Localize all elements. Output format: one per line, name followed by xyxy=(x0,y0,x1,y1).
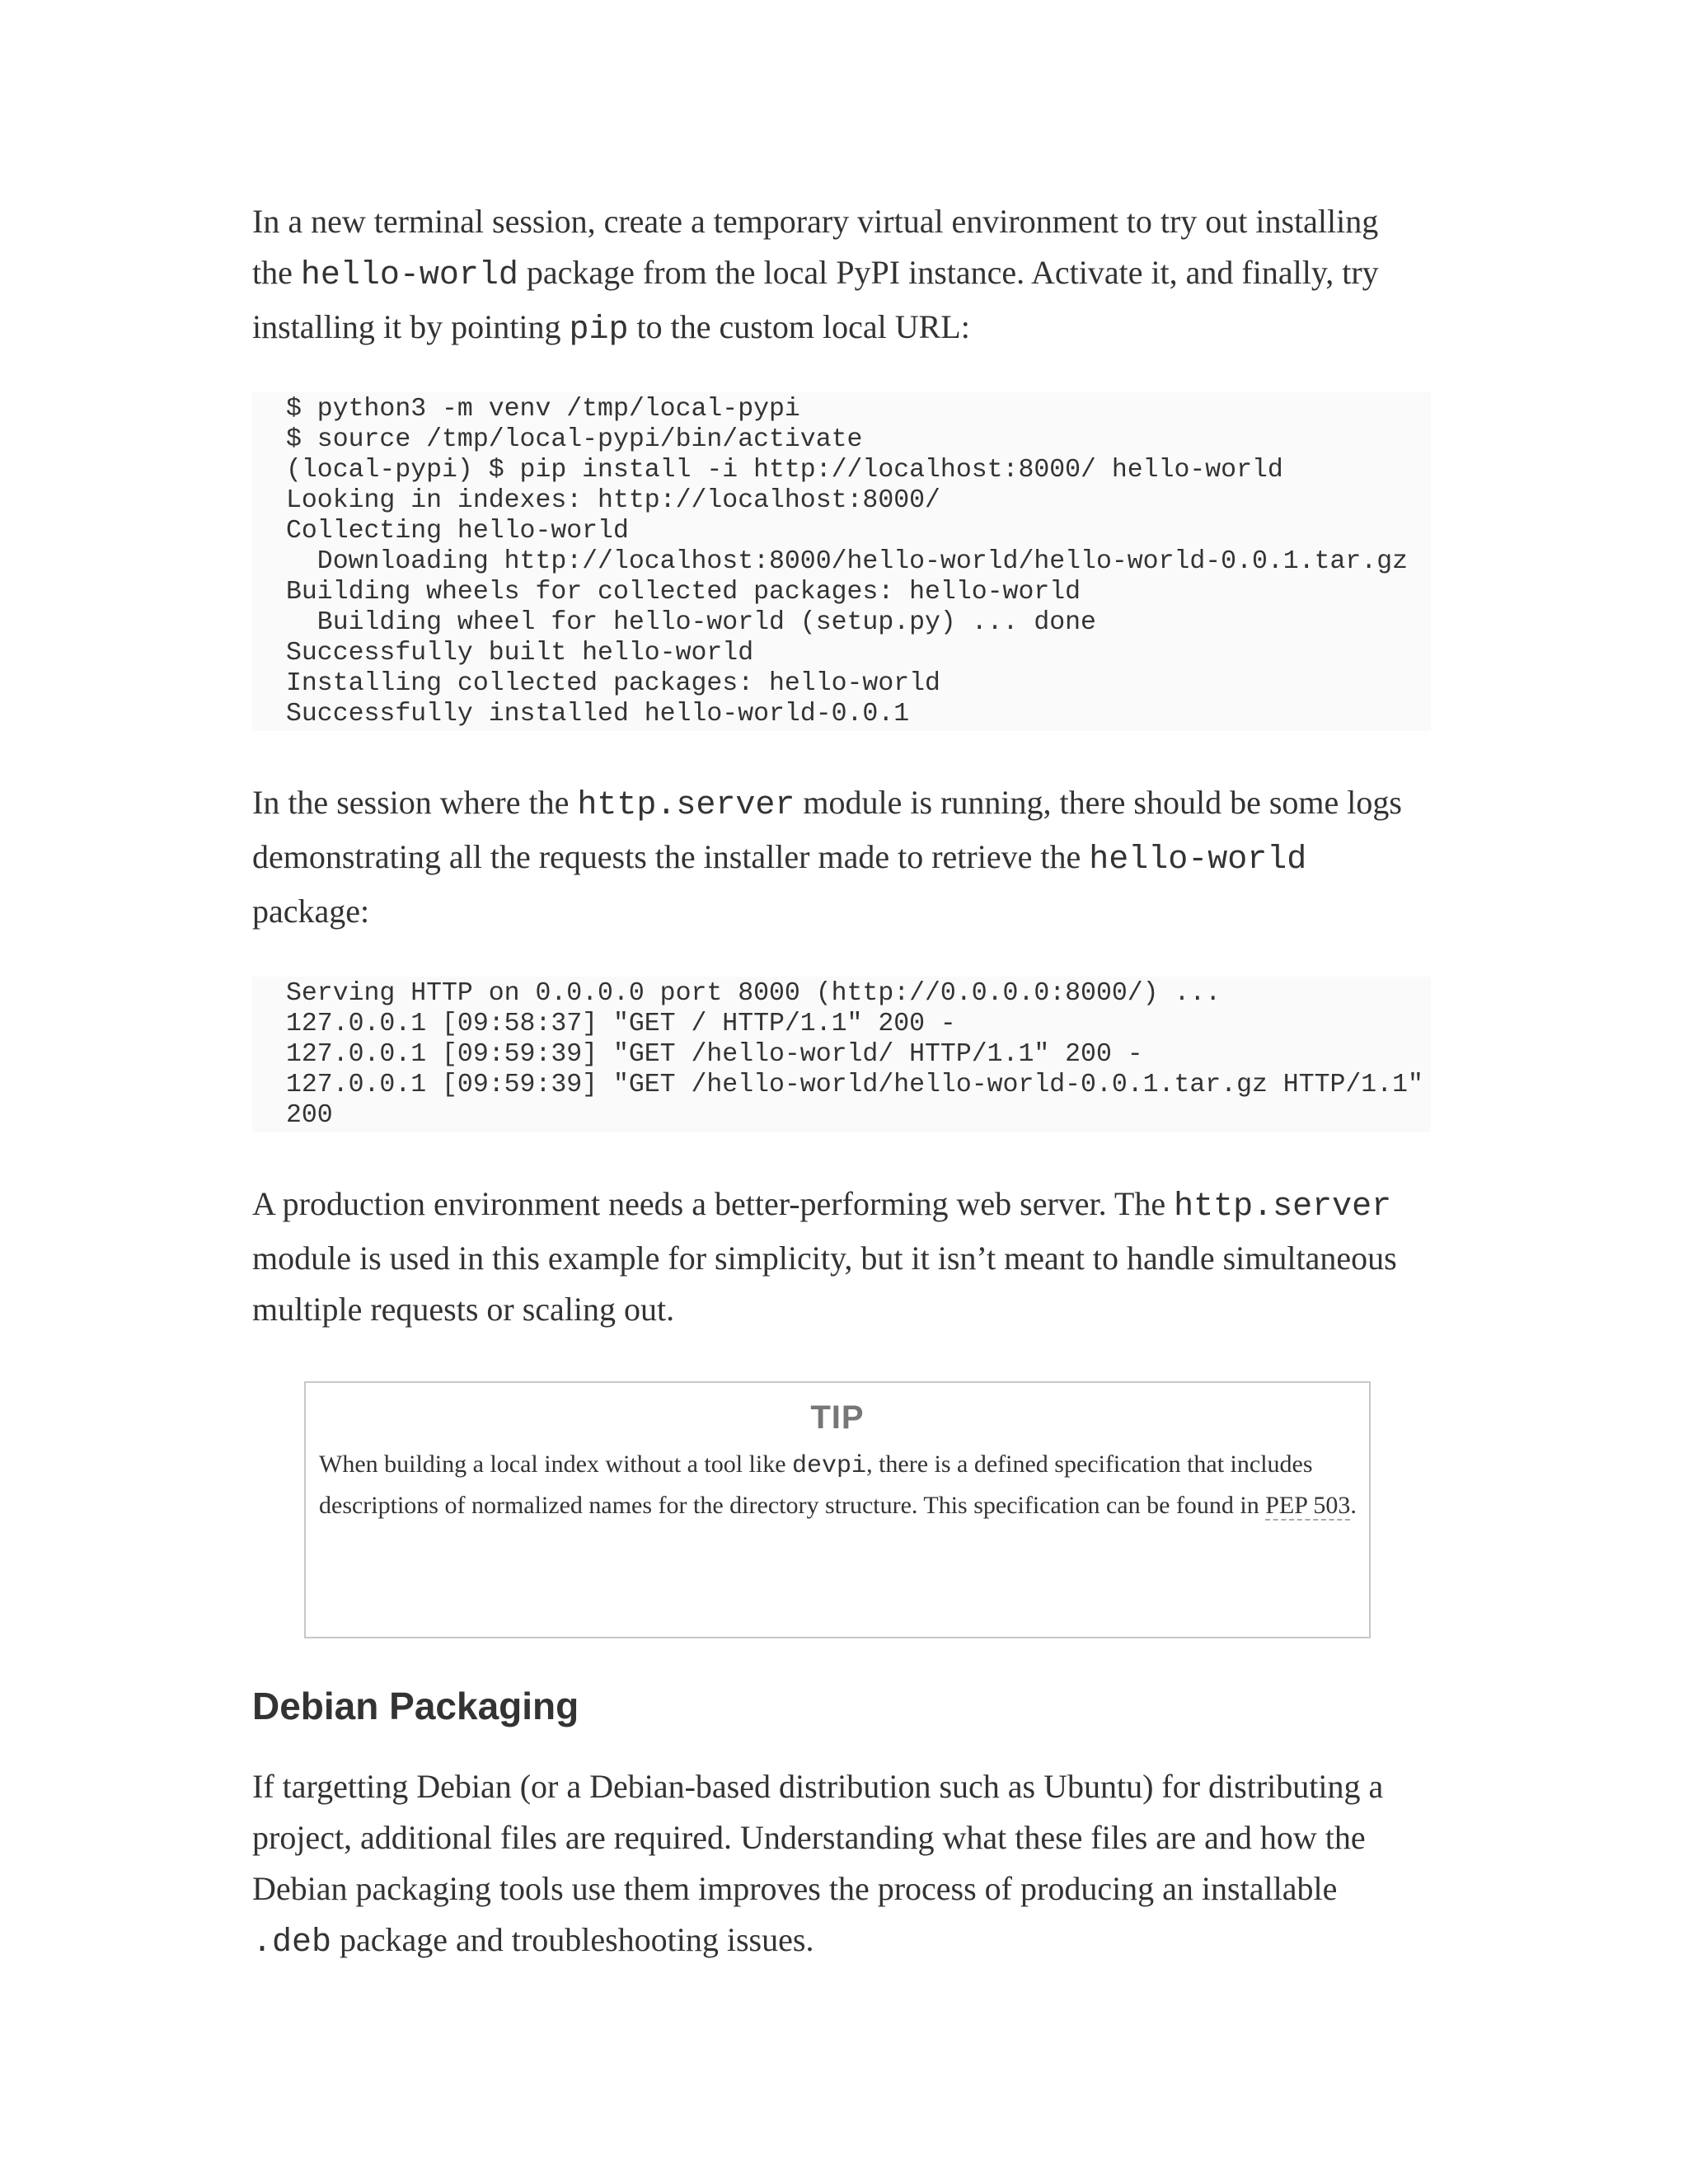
code-line: Downloading http://localhost:8000/hello-world/hello-world-0.0.1.tar.gz xyxy=(286,547,1409,576)
text-span: In a new terminal session, create a temporary virtual environment to try out installing the xyxy=(252,203,1379,291)
inline-code: http.server xyxy=(1174,1188,1392,1226)
code-line: 127.0.0.1 [09:59:39] "GET /hello-world/ HTTP/1.1" 200 - xyxy=(286,1040,1143,1069)
text-span: A production environment needs a better-performing web server. The xyxy=(252,1185,1175,1222)
text-span: to the custom local URL: xyxy=(628,308,970,345)
code-line: Successfully installed hello-world-0.0.1 xyxy=(286,700,910,729)
text-span: , there is a defined specification that includes descriptions of normalized names for the directory structure. This specification can be found in xyxy=(319,1451,1313,1519)
text-span: In the session where the xyxy=(252,784,578,821)
paragraph-debian-intro xyxy=(252,1761,1423,1969)
text-span: package: xyxy=(252,893,370,930)
pep-503-link[interactable]: PEP 503 xyxy=(1265,1492,1351,1519)
text-span: . xyxy=(1350,1492,1357,1519)
code-line: $ source /tmp/local-pypi/bin/activate xyxy=(286,425,863,454)
inline-code: pip xyxy=(569,312,629,349)
code-line: Installing collected packages: hello-world xyxy=(286,669,940,698)
text-span: module is running, there should be some logs demonstrating all the requests the installer made to retrieve the xyxy=(252,784,1402,875)
code-line: 200 xyxy=(286,1101,333,1130)
tip-callout xyxy=(304,1381,1371,1638)
text-span: If targetting Debian (or a Debian-based distribution such as Ubuntu) for distributing a project, additional files are required. Understanding what these files are and how the Debian packaging tools use them improves the process of producing an installable xyxy=(252,1768,1384,1907)
text-span: module is used in this example for simplicity, but it isn’t meant to handle simultaneous multiple requests or scaling out. xyxy=(252,1240,1397,1328)
section-heading: Debian Packaging xyxy=(252,1685,579,1727)
code-block-server-log xyxy=(252,977,1431,1132)
code-line: Looking in indexes: http://localhost:8000/ xyxy=(286,486,940,515)
tip-title: TIP xyxy=(810,1399,865,1436)
text-span: package from the local PyPI instance. Activate it, and finally, try installing it by pointing xyxy=(252,254,1379,345)
code-block-install xyxy=(252,392,1431,731)
text-span: When building a local index without a tool like xyxy=(319,1451,793,1478)
inline-code: hello-world xyxy=(1089,841,1307,879)
code-line: $ python3 -m venv /tmp/local-pypi xyxy=(286,395,800,424)
inline-code: devpi xyxy=(792,1452,867,1480)
inline-code: hello-world xyxy=(300,257,518,294)
code-line: Successfully built hello-world xyxy=(286,639,754,668)
code-line: Building wheels for collected packages: hello-world xyxy=(286,578,1081,607)
paragraph-create-venv xyxy=(252,196,1423,356)
code-line: Building wheel for hello-world (setup.py) ... done xyxy=(286,608,1096,637)
main-content xyxy=(252,196,1423,1335)
inline-code: http.server xyxy=(577,787,795,824)
paragraph-production-note xyxy=(252,1179,1423,1335)
tip-text xyxy=(319,1445,1357,1526)
code-line: 127.0.0.1 [09:58:37] "GET / HTTP/1.1" 200 - xyxy=(286,1010,956,1038)
code-line: (local-pypi) $ pip install -i http://localhost:8000/ hello-world xyxy=(286,456,1283,485)
code-line: 127.0.0.1 [09:59:39] "GET /hello-world/hello-world-0.0.1.tar.gz HTTP/1.1" xyxy=(286,1071,1423,1099)
code-line: Collecting hello-world xyxy=(286,517,629,546)
code-line: Serving HTTP on 0.0.0.0 port 8000 (http://0.0.0.0:8000/) ... xyxy=(286,979,1221,1008)
text-span: package and troubleshooting issues. xyxy=(331,1921,814,1958)
inline-code: .deb xyxy=(252,1924,332,1961)
paragraph-server-logs xyxy=(252,777,1423,937)
debian-section-content xyxy=(252,1761,1423,1969)
